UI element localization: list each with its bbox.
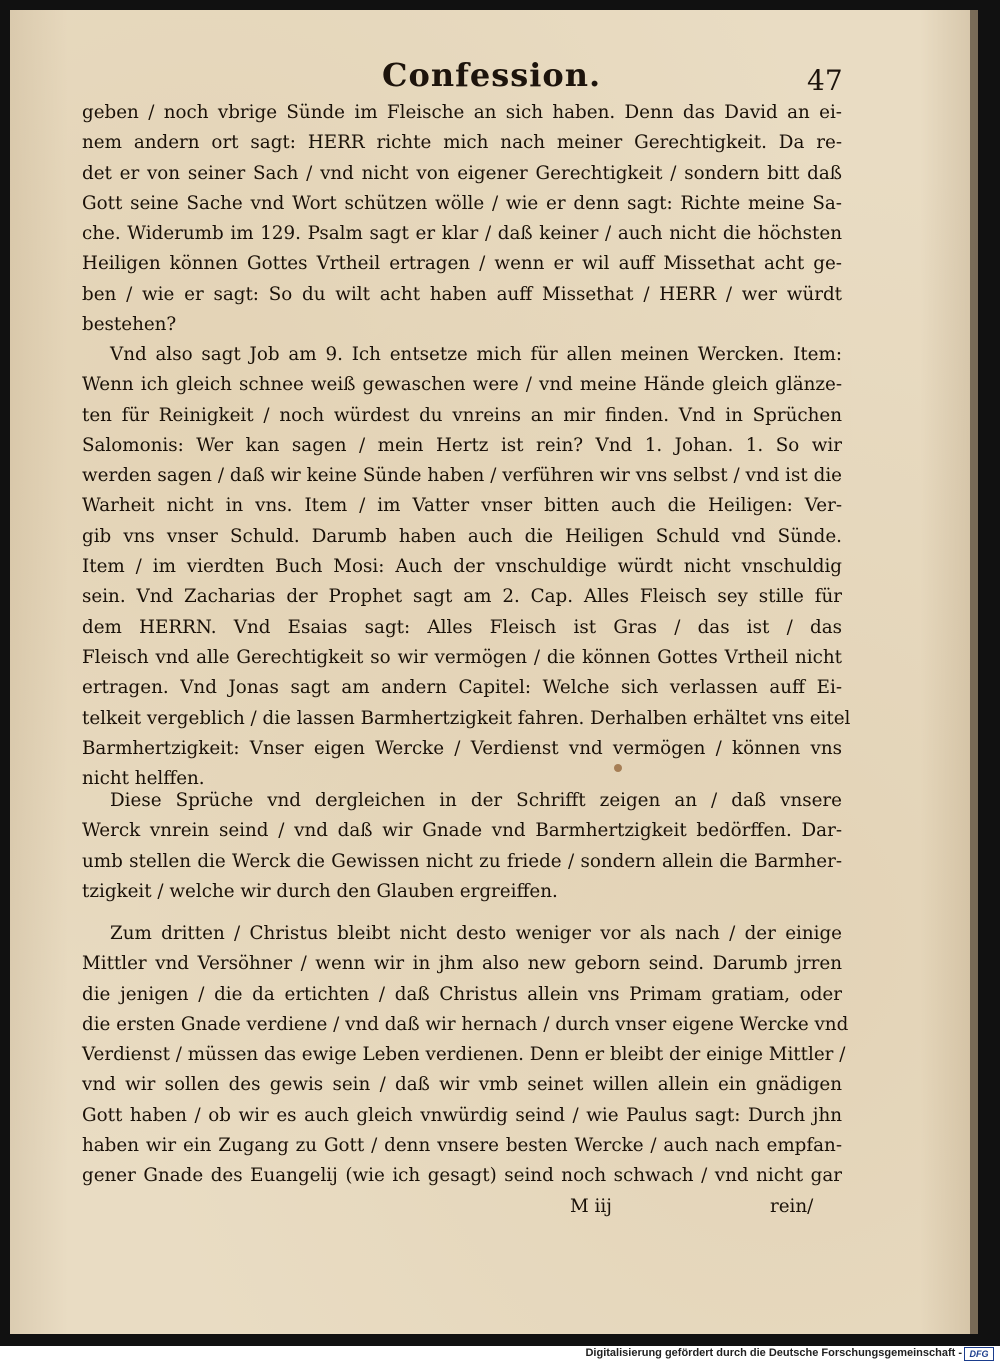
dfg-logo-icon: DFG xyxy=(964,1347,994,1361)
text-line: gib vns vnser Schuld. Darumb haben auch die Heiligen Schuld vnd Sünde. xyxy=(82,525,842,547)
text-line: Salomonis: Wer kan sagen / mein Hertz ist rein? Vnd 1. Johan. 1. So wir xyxy=(82,434,842,456)
text-line: Zum dritten / Christus bleibt nicht desto weniger vor als nach / der einige xyxy=(110,923,842,944)
book-page xyxy=(10,10,978,1334)
text-line: haben wir ein Zugang zu Gott / denn vnsere besten Wercke / auch nach empfan- xyxy=(82,1135,842,1157)
text-line: Mittler vnd Versöhner / wenn wir in jhm also new geborn seind. Darumb jrren xyxy=(82,953,842,975)
text-line: Fleisch vnd alle Gerechtigkeit so wir vermögen / die können Gottes Vrtheil nicht xyxy=(82,646,842,668)
text-line: die jenigen / die da ertichten / daß Christus allein vns Primam gratiam, oder xyxy=(82,983,842,1005)
text-line: Werck vnrein seind / vnd daß wir Gnade vnd Barmhertzigkeit bedörffen. Dar- xyxy=(82,820,842,842)
text-line: nicht helffen. xyxy=(82,768,205,790)
text-line: gener Gnade des Euangelij (wie ich gesagt) seind noch schwach / vnd nicht gar xyxy=(82,1165,842,1187)
text-line: telkeit vergeblich / die lassen Barmhertzigkeit fahren. Derhalben erhältet vns eitel xyxy=(82,707,851,729)
text-line: geben / noch vbrige Sünde im Fleische an sich haben. Denn das David an ei- xyxy=(82,102,842,123)
text-line: Verdienst / müssen das ewige Leben verdienen. Denn er bleibt der einige Mittler / xyxy=(82,1044,846,1066)
signature-mark: M iij xyxy=(570,1196,612,1217)
page-number: 47 xyxy=(807,64,843,97)
text-line: Diese Sprüche vnd dergleichen in der Schrifft zeigen an / daß vnsere xyxy=(110,790,842,811)
running-title: Confession. xyxy=(382,56,602,94)
text-line: ertragen. Vnd Jonas sagt am andern Capitel: Welche sich verlassen auff Ei- xyxy=(82,677,842,699)
text-line: ten für Reinigkeit / noch würdest du vnreins an mir finden. Vnd in Sprüchen xyxy=(82,404,842,426)
page-edge xyxy=(970,10,978,1334)
text-line: Item / im vierdten Buch Mosi: Auch der vnschuldige würdt nicht vnschuldig xyxy=(82,556,842,578)
text-line: nem andern ort sagt: HERR richte mich nach meiner Gerechtigkeit. Da re- xyxy=(82,132,842,154)
text-line: det er von seiner Sach / vnd nicht von eigener Gerechtigkeit / sondern bitt daß xyxy=(82,162,842,184)
text-line: die ersten Gnade verdiene / vnd daß wir hernach / durch vnser eigene Wercke vnd xyxy=(82,1013,849,1035)
text-line: vnd wir sollen des gewis sein / daß wir vmb seinet willen allein ein gnädigen xyxy=(82,1074,842,1096)
text-line: Warheit nicht in vns. Item / im Vatter vnser bitten auch die Heiligen: Ver- xyxy=(82,495,842,517)
ink-dot xyxy=(614,764,622,772)
text-line: Barmhertzigkeit: Vnser eigen Wercke / Verdienst vnd vermögen / können vns xyxy=(82,737,842,759)
text-line: dem HERRN. Vnd Esaias sagt: Alles Fleisch ist Gras / das ist / das xyxy=(82,616,842,638)
text-line: sein. Vnd Zacharias der Prophet sagt am 2. Cap. Alles Fleisch sey stille für xyxy=(82,586,842,608)
text-line: che. Widerumb im 129. Psalm sagt er klar / daß keiner / auch nicht die höchsten xyxy=(82,223,842,245)
catchword: rein/ xyxy=(770,1196,814,1217)
text-line: ben / wie er sagt: So du wilt acht haben auff Missethat / HERR / wer würdt xyxy=(82,283,842,305)
text-line: Gott seine Sache vnd Wort schützen wölle / wie er denn sagt: Richte meine Sa- xyxy=(82,192,842,214)
text-line: bestehen? xyxy=(82,314,177,336)
text-line: Gott haben / ob wir es auch gleich vnwürdig seind / wie Paulus sagt: Durch jhn xyxy=(82,1104,842,1126)
text-line: Vnd also sagt Job am 9. Ich entsetze mich für allen meinen Wercken. Item: xyxy=(110,344,842,365)
paragraph-4 xyxy=(82,919,849,1192)
paragraph-2 xyxy=(82,340,851,794)
text-line: Heiligen können Gottes Vrtheil ertragen / wenn er wil auff Missethat acht ge- xyxy=(82,253,842,275)
paragraph-1 xyxy=(82,98,842,340)
paragraph-3 xyxy=(82,786,842,907)
text-line: tzigkeit / welche wir durch den Glauben ergreiffen. xyxy=(82,880,558,902)
text-line: werden sagen / daß wir keine Sünde haben / verführen wir vns selbst / vnd ist die xyxy=(82,465,842,487)
text-line: Wenn ich gleich schnee weiß gewaschen were / vnd meine Hände gleich glänze- xyxy=(82,374,842,396)
footer-bar xyxy=(0,1346,1000,1361)
text-line: umb stellen die Werck die Gewissen nicht zu friede / sondern allein die Barmher- xyxy=(82,850,842,872)
funding-credit: Digitalisierung gefördert durch die Deutsche Forschungsgemeinschaft - xyxy=(585,1347,962,1359)
